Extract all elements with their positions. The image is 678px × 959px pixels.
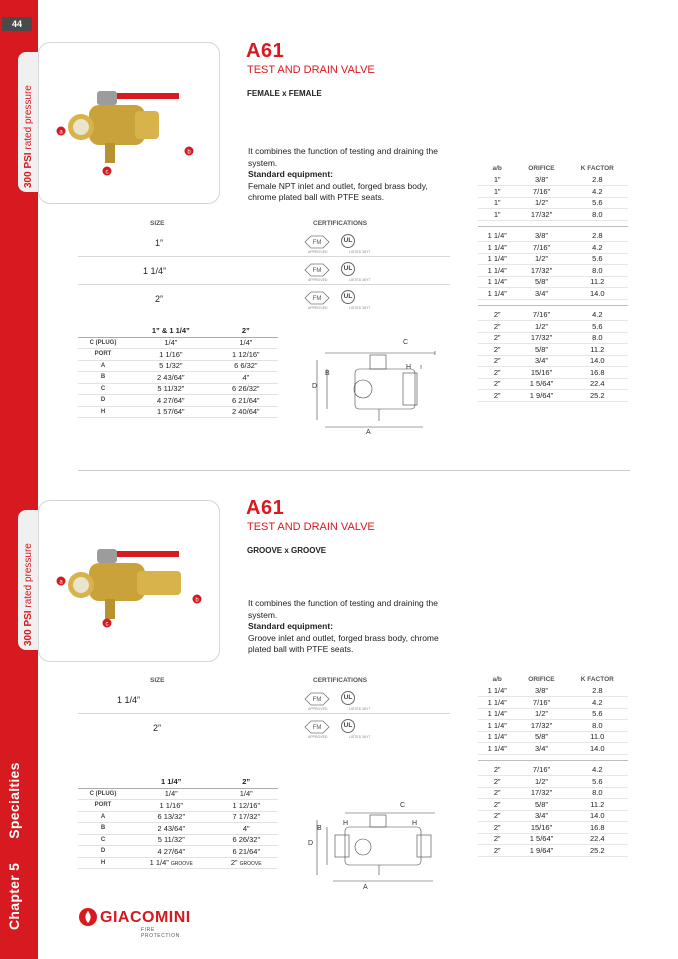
table-row: 2” 3/4” 14.0 [478,355,628,367]
cert-row: 2” FM APPROVED UL LISTED 36Y7 [78,285,450,313]
cert-size: 1 1/4” [117,695,141,705]
product-subtitle: TEST AND DRAIN VALVE [247,64,375,76]
cert-size: 1 1/4” [143,266,167,276]
ul-listed-icon: UL [341,290,355,304]
pressure-tab [18,52,40,192]
valve-port [135,111,159,139]
fm-approved-icon [304,263,330,277]
table-row: A 6 13/32” 7 17/32” [78,811,278,823]
pressure-tab [18,510,40,650]
ul-listed-icon: UL [341,262,355,276]
table-row: 1 1/4” 1/2” 5.6 [478,708,628,720]
cert-header: CERTIFICATIONS [313,220,368,227]
svg-text:c: c [105,621,109,628]
k-factor-table [478,673,628,857]
valve-body [89,563,145,601]
technical-drawing [305,335,455,435]
table-row: H 1 1/4” GROOVE 2” GROOVE [78,857,278,869]
svg-text:b: b [195,597,199,604]
pressure-rating: 300 PSI rated pressure [23,85,34,188]
table-row: 2” 1/2” 5.6 [478,321,628,333]
cert-row: 1” FM APPROVED UL LISTED 36Y7 [78,229,450,257]
table-row: 2” 15/16” 16.8 [478,367,628,379]
table-row: 2” 1 5/64” 22.4 [478,378,628,390]
table-header-row: 1 1/4” 2” [161,777,251,787]
table-row: 1 1/4” 17/32” 8.0 [478,265,628,277]
table-row: 1” 17/32” 8.0 [478,209,628,221]
table-row: 1 1/4” 7/16” 4.2 [478,697,628,709]
fm-approved-icon [304,235,330,249]
cert-size: 2” [153,723,162,733]
chapter-name: Specialties [6,762,22,839]
table-row: 1 1/4” 17/32” 8.0 [478,720,628,732]
dimension-table [78,325,278,418]
table-row: C 5 11/32” 6 26/32” [78,834,278,846]
cert-size: 2” [155,294,164,304]
ul-listed-icon: UL [341,719,355,733]
svg-text:D: D [308,840,314,847]
table-row: 2” 7/16” 4.2 [478,309,628,321]
table-row: B 2 43/64” 4” [78,372,278,384]
cert-row: 2” FM APPROVED UL LISTED 36Y7 [78,714,450,742]
svg-text:a: a [59,129,63,136]
valve-drain-plug [105,599,115,619]
table-row: 1” 3/8” 2.8 [478,174,628,186]
valve-photo [39,501,221,663]
table-row: 2” 5/8” 11.2 [478,799,628,811]
fm-approved-icon [304,692,330,706]
table-header-row: a/b ORIFICE K FACTOR [492,675,614,683]
cert-size-header: SIZE [150,677,165,684]
svg-text:H: H [412,820,418,827]
table-row: 2” 5/8” 11.2 [478,344,628,356]
svg-text:C: C [400,802,406,809]
table-row: 1” 7/16” 4.2 [478,186,628,198]
table-row: 1 1/4” 1/2” 5.6 [478,253,628,265]
valve-stem [97,549,117,563]
chapter-label [6,762,22,930]
product-image-frame [38,42,220,204]
table-row: B 2 43/64” 4” [78,823,278,835]
svg-text:FM: FM [312,268,322,274]
svg-text:H: H [343,820,349,827]
valve-groove-end [137,571,181,595]
product-description: It combines the function of testing and draining the system. Standard equipment: Groove inlet and outlet, forged brass body, chrome plated ball with PTFE seats. [248,598,439,654]
table-row: 2” 15/16” 16.8 [478,822,628,834]
table-row: 1 1/4” 5/8” 11.2 [478,276,628,288]
table-row: 2” 7/16” 4.2 [478,764,628,776]
cert-row: 1 1/4” FM APPROVED UL LISTED 36Y7 [78,686,450,714]
ul-listed-icon: UL [341,234,355,248]
fm-approved-icon [304,291,330,305]
ul-listed-icon: UL [341,691,355,705]
brand-name: GIACOMINI [100,909,191,926]
brand-tagline: FIRE PROTECTION [141,927,180,939]
product-code: A61 [246,40,285,62]
technical-drawing [305,795,455,890]
table-row: C 5 11/32” 6 26/32” [78,383,278,395]
cert-size-header: SIZE [150,220,165,227]
table-row: PORT 1 1/16” 1 12/16” [78,800,278,812]
page-number: 44 [2,17,32,31]
svg-text:B: B [317,825,322,832]
cert-row: 1 1/4” FM APPROVED UL LISTED 36Y7 [78,257,450,285]
table-row: 1 1/4” 3/4” 14.0 [478,288,628,300]
valve-handle [109,93,179,99]
product-description: It combines the function of testing and draining the system. Standard equipment: Female NPT inlet and outlet, forged brass body, chrome plated ball with PTFE seats. [248,146,438,202]
table-row: D 4 27/64” 6 21/64” [78,846,278,858]
svg-text:a: a [59,579,63,586]
table-row: A 5 1/32” 6 6/32” [78,360,278,372]
k-factor-table [478,162,628,402]
product-subtitle: TEST AND DRAIN VALVE [247,521,375,533]
table-row: H 1 57/64” 2 40/64” [78,406,278,418]
section-divider [78,470,630,471]
svg-text:FM: FM [312,240,322,246]
flame-logo-icon [78,907,98,927]
table-row: 2” 1 9/64” 25.2 [478,390,628,402]
valve-drain-plug [105,143,115,163]
valve-handle [109,551,179,557]
table-row: C (PLUG) 1/4” 1/4” [78,337,278,349]
svg-text:B: B [325,370,330,377]
table-row: 1” 1/2” 5.6 [478,197,628,209]
table-row: 1 1/4” 7/16” 4.2 [478,242,628,254]
dimension-table [78,776,278,869]
svg-text:A: A [363,884,368,890]
svg-text:FM: FM [312,296,322,302]
connection-type: GROOVE x GROOVE [247,546,327,555]
table-row: 2” 1 9/64” 25.2 [478,845,628,857]
table-row: C (PLUG) 1/4” 1/4” [78,788,278,800]
cert-header: CERTIFICATIONS [313,677,368,684]
table-row: 2” 1/2” 5.6 [478,776,628,788]
svg-text:H: H [406,364,412,371]
svg-text:C: C [403,339,409,346]
valve-stem [97,91,117,105]
product-code: A61 [246,497,285,519]
table-row: 2” 3/4” 14.0 [478,810,628,822]
svg-text:FM: FM [312,697,322,703]
table-row: 2” 17/32” 8.0 [478,332,628,344]
svg-text:D: D [312,383,318,390]
svg-text:c: c [105,169,109,176]
table-row: 1 1/4” 3/4” 14.0 [478,743,628,755]
table-header-row: 1” & 1 1/4” 2” [151,326,250,336]
fm-approved-icon [304,720,330,734]
product-image-frame [38,500,220,662]
table-row: 2” 1 5/64” 22.4 [478,833,628,845]
table-row: PORT 1 1/16” 1 12/16” [78,349,278,361]
svg-text:b: b [187,149,191,156]
table-row: 1 1/4” 3/8” 2.8 [478,685,628,697]
connection-type: FEMALE x FEMALE [247,89,322,98]
table-row: 1 1/4” 5/8” 11.0 [478,731,628,743]
pressure-rating: 300 PSI rated pressure [23,543,34,646]
table-row: 1 1/4” 3/8” 2.8 [478,230,628,242]
chapter-number: Chapter 5 [6,862,22,930]
svg-text:A: A [366,429,371,435]
table-row: 2” 17/32” 8.0 [478,787,628,799]
svg-text:FM: FM [312,725,322,731]
cert-size: 1” [155,238,164,248]
valve-photo [39,43,221,205]
table-header-row: a/b ORIFICE K FACTOR [492,164,614,172]
table-row: D 4 27/64” 6 21/64” [78,395,278,407]
